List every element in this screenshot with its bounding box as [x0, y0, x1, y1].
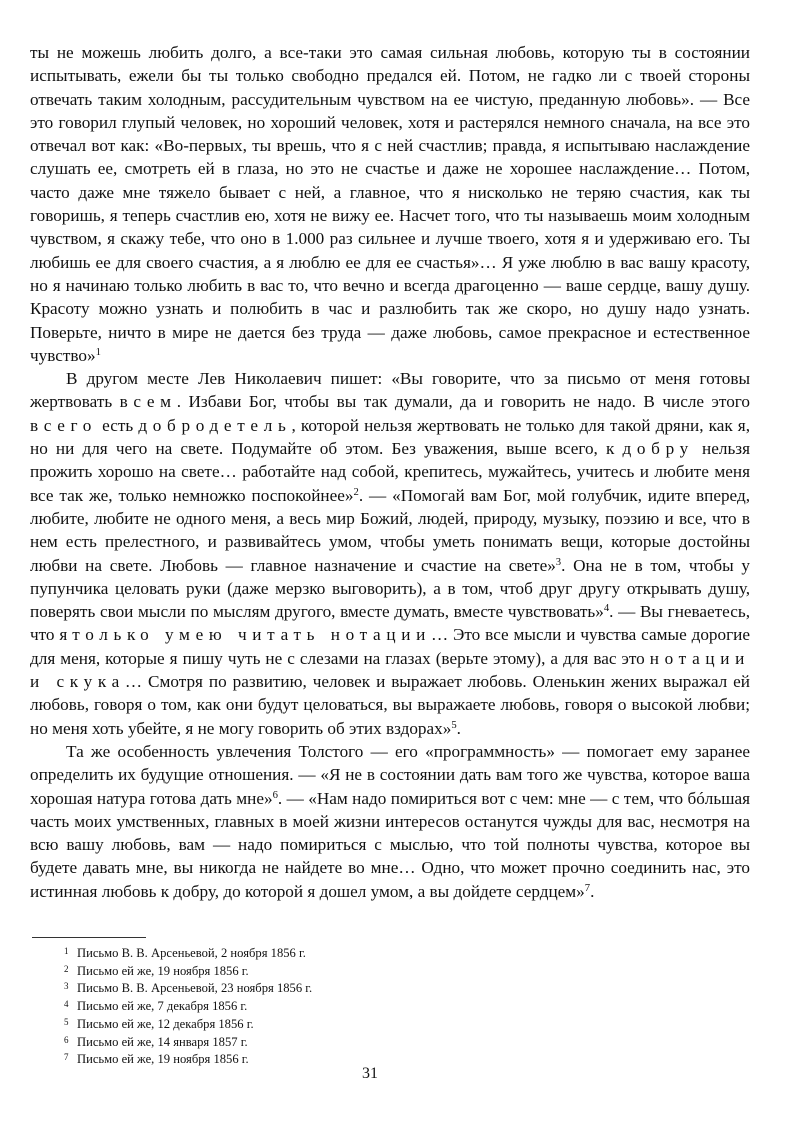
footnote-text: Письмо ей же, 14 января 1857 г.	[77, 1034, 248, 1049]
footnote	[64, 944, 624, 962]
spaced-emphasis: добру	[622, 439, 694, 459]
text-run: , которой нельзя жертвовать не только для такой дряни, как я, но ни для чего на свете. Подумайте об этом. Без уважения, выше всего, к	[30, 415, 750, 459]
footnote-text: Письмо ей же, 19 ноября 1856 г.	[77, 963, 249, 978]
paragraph-1	[30, 41, 750, 367]
text-run: нельзя прожить хорошо на свете… работайте над собой, крепитесь, мужайтесь, учитесь и любите меня все так же, только немножко поспокойнее»	[30, 439, 750, 505]
footnote	[64, 979, 624, 997]
text-run: . — Вы гневаетесь, что я	[30, 602, 750, 645]
footnote-number: 7	[64, 1052, 69, 1063]
footnote-text: Письмо ей же, 7 декабря 1856 г.	[77, 999, 248, 1014]
body-text	[30, 41, 750, 903]
spaced-emphasis: всем	[119, 392, 177, 412]
text-run: ты не можешь любить долго, а все-таки это самая сильная любовь, которую ты в состоянии испытывать, ежели бы ты только свободно предался ей. Потом, не гадко ли с твоей стороны отвечать таким холодным, рассудительным чувством на ее чистую, преданную любовь». — Все это говорил глупый человек, но хороший человек, хотя и растерялся немного сначала, на все это отвечал вот как: «Во-первых, ты врешь, что я с ней счастлив; правда, я испытываю наслаждение слушать ее, смотреть ей в глаза, но это не счастье и даже не хорошее наслаждение… Потом, часто даже мне тяжело бывает с ней, а главное, что я нисколько не теряю счастия, как ты говоришь, я теперь счастлив ею, хотя не вижу ее. Насчет того, что ты называешь моим холодным чувством, я скажу тебе, что оно в 1.000 раз сильнее и лучше твоего, хотя я и удерживаю его. Ты любишь ее для своего счастия, а я люблю ее для ее счастья»… Я уже люблю в вас вашу красоту, но я начинаю только любить в вас то, что вечно и всегда драгоценно — ваше сердце, вашу душу. Красоту можно узнать и полюбить в час и разлюбить так же скоро, но душу надо узнать. Поверьте, ничто в мире не дается без труда — даже любовь, самое прекрасное и естественное чувство»	[30, 43, 750, 365]
page-number: 31	[362, 1065, 378, 1082]
footnote-number: 5	[64, 1016, 69, 1027]
text-run: есть	[97, 415, 139, 435]
text-run: В другом месте Лев Николаевич пишет: «Вы говорите, что за письмо от меня готовы жертвовать	[30, 369, 750, 412]
footnote-number: 6	[64, 1034, 69, 1045]
text-run: Та же особенность увлечения Толстого — его «программность» — помогает ему заранее определить их будущие отношения. — «Я не в состоянии дать вам того же чувства, которое ваша хорошая натура готова дать мне»	[30, 741, 750, 808]
footnote-text: Письмо ей же, 19 ноября 1856 г.	[77, 1052, 249, 1067]
text-run: . Она не в том, чтобы у пупунчика целовать руки (даже мерзко выговорить), а в том, чтоб друг другу открывать душу, поверять свои мысли по мыслям другого, вместе думать, вместе чувствовать»	[30, 555, 750, 622]
text-run: . — «Нам надо помириться вот с чем: мне — с тем, что бóльшая часть моих умственных, главных в моей жизни интересов останутся чужды для вас, несмотря на всю вашу любовь, вам — надо помириться с мыслью, что той полноты чувства, которое вы будете давать мне, вы никогда не найдете во мне… Одно, что может прочно соединить нас, это истинная любовь к добру, до которой я дошел умом, а вы дойдете сердцем»	[30, 788, 750, 901]
paragraph-2	[30, 367, 750, 740]
footnote-ref: 4	[603, 603, 610, 615]
footnote-ref: 1	[95, 347, 101, 358]
footnote	[64, 962, 624, 980]
footnotes	[64, 944, 624, 1068]
footnote-ref: 2	[353, 486, 359, 498]
footnote	[64, 1015, 624, 1033]
footnote	[64, 1033, 624, 1051]
footnote-number: 3	[64, 981, 69, 992]
footnote-ref: 3	[555, 556, 562, 568]
footnote-text: Письмо В. В. Арсеньевой, 23 ноября 1856 г.	[77, 981, 313, 996]
spaced-emphasis: добродетель	[138, 415, 292, 435]
spaced-emphasis: нотации и скука	[30, 648, 750, 692]
footnote-text: Письмо В. В. Арсеньевой, 2 ноября 1856 г.	[77, 946, 306, 960]
text-run: … Смотря по развитию, человек и выражает любовь. Оленькин жених выражал ей любовь, говоря о том, как они будут целоваться, вы выражаете любовь, говоря о высокой любви; но меня хоть убейте, я не могу говорить об этих вздорах»	[30, 672, 750, 738]
footnote-ref: 7	[584, 882, 591, 894]
paragraph-3	[30, 740, 750, 903]
footnote-number: 2	[64, 963, 69, 974]
footnote	[64, 997, 624, 1015]
text-run: … Это все мысли и чувства самые дорогие для меня, которые я пишу чуть не с слезами на глазах (верьте этому), а для вас это	[30, 625, 751, 668]
footnote-number: 4	[64, 999, 69, 1010]
footnote-ref: 5	[451, 719, 457, 731]
footnote-text: Письмо ей же, 12 декабря 1856 г.	[77, 1016, 254, 1031]
text-run: . Избави Бог, чтобы вы так думали, да и говорить не надо. В числе этого	[176, 392, 751, 412]
text-run: .	[590, 881, 595, 901]
footnote	[64, 1050, 624, 1068]
text-run: . — «Помогай вам Бог, мой голубчик, идите вперед, любите, любите не одного меня, а весь мир Божий, людей, природу, музыку, поэзию и все, что в нем есть прелестного, и развивайтесь умом, чтобы уметь понимать вещи, которые достойны любви на свете. Любовь — главное назначение и счастие на свете»	[30, 485, 750, 575]
footnote-ref: 6	[272, 789, 278, 801]
footnote-number: 1	[64, 946, 69, 956]
spaced-emphasis: всего	[30, 415, 98, 435]
footnote-separator	[32, 937, 146, 938]
spaced-emphasis: только умею читать нотации	[72, 625, 431, 645]
text-run: .	[456, 718, 461, 738]
